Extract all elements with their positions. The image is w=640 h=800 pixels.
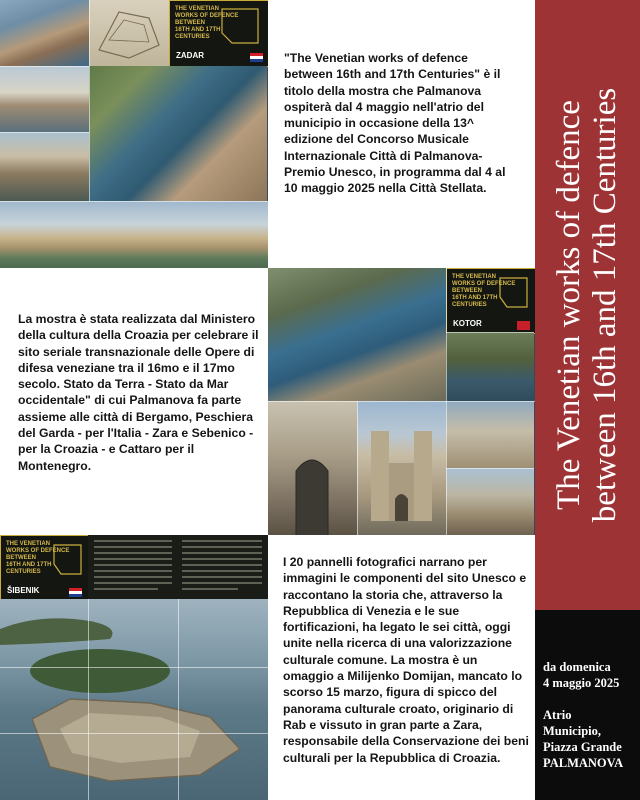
event-venue-line-2: Municipio,	[543, 724, 601, 738]
montenegro-flag-icon	[517, 321, 530, 330]
bastion-outline-icon	[51, 542, 85, 578]
event-date-line-1: da domenica	[543, 660, 611, 674]
zadar-title-plate	[169, 0, 268, 67]
island-fortress-drawing	[0, 599, 268, 800]
panels-paragraph: I 20 pannelli fotografici narrano per immagini le componenti del sito Unesco e raccontano la storia che, attraverso la Repubblica di Venezia e le sue fortificazioni, ha legato le sei città, oggi unite nella ricerca di una valorizzazione culturale comune. La mostra è un omaggio a Milijenko Domijan, mancato lo scorso 15 marzo, figura di spicco del panorama culturale croato, originario di Rab e vissuto in gran parte a Zara, responsabile della Conservazione dei beni culturali per la Repubblica di Croazia.	[283, 555, 529, 765]
sibenik-text-sheet	[88, 535, 268, 599]
plate-line: 16TH AND 17TH	[175, 27, 221, 33]
plate-line: BETWEEN	[175, 20, 205, 26]
sibenik-title-plate	[0, 535, 90, 601]
plate-line: WORKS OF DEFENCE	[452, 281, 516, 287]
croatia-flag-icon	[69, 588, 82, 597]
zadar-map-photo	[89, 0, 169, 66]
ministry-paragraph: La mostra è stata realizzata dal Ministero della cultura della Croazia per celebrare il sito seriale transnazionale delle Opere di difesa veneziane tra il 16mo e il 17mo secolo. Stato da Terra - Stato da Mar occidentale" di cui Palmanova fa parte assieme alle città di Bergamo, Peschiera del Garda - per l'Italia - Zara e Sebenico - per la Croazia - e Cattaro per il Montenegro.	[18, 312, 259, 473]
zadar-walls-aerial-photo	[89, 66, 267, 201]
plate-line: BETWEEN	[6, 555, 36, 561]
event-venue-line-3: Piazza Grande	[543, 740, 622, 754]
plate-line: THE VENETIAN	[175, 6, 220, 12]
kotor-coast-photo	[446, 332, 534, 401]
intro-paragraph: "The Venetian works of defence between 16th and 17th Centuries" è il titolo della mostra che Palmanova ospiterà dal 4 maggio nell'atrio del municipio in occasione della 13^ edizione del Concorso Musicale Internazionale Città di Palmanova-Premio Unesco, in programma dal 4 al 10 maggio 2025 nella Città Stellata.	[284, 51, 506, 196]
event-date-line-2: 4 maggio 2025	[543, 676, 620, 690]
event-venue-line-1: Atrio	[543, 708, 572, 722]
kotor-palace-photo	[446, 401, 534, 468]
zadar-harbour-photo	[0, 66, 89, 132]
fortress-plan-drawing	[89, 0, 169, 66]
kotor-photo-panel	[268, 268, 535, 535]
title-line-2: between 16th and 17th Centuries	[587, 87, 623, 523]
plate-line: CENTURIES	[6, 569, 41, 575]
archway-drawing	[268, 401, 357, 535]
plate-line: THE VENETIAN	[6, 541, 51, 547]
kotor-title-plate	[446, 268, 535, 334]
zadar-panorama-photo	[0, 201, 268, 268]
plate-line: 16TH AND 17TH	[452, 295, 498, 301]
sibenik-city-label: ŠIBENIK	[7, 586, 40, 595]
kotor-cathedral-photo	[357, 401, 446, 535]
zadar-city-label: ZADAR	[176, 51, 204, 60]
croatia-flag-icon	[250, 53, 263, 62]
title-line-1: The Venetian works of defence	[551, 100, 587, 510]
zadar-photo-panel	[0, 0, 268, 268]
cathedral-towers-drawing	[357, 401, 446, 535]
kotor-city-label: KOTOR	[453, 319, 482, 328]
sibenik-fortress-aerial-photo	[0, 599, 268, 800]
plate-line: WORKS OF DEFENCE	[6, 548, 70, 554]
plate-line: CENTURIES	[452, 302, 487, 308]
small-print-lines	[88, 535, 268, 599]
kotor-bay-photo	[268, 268, 446, 401]
plate-line: BETWEEN	[452, 288, 482, 294]
kotor-houses-photo	[446, 468, 534, 535]
vertical-title	[551, 5, 623, 605]
plate-line: 16TH AND 17TH	[6, 562, 52, 568]
plate-line: CENTURIES	[175, 34, 210, 40]
plate-line: WORKS OF DEFENCE	[175, 13, 239, 19]
sibenik-photo-panel	[0, 535, 268, 800]
zadar-bastion-photo	[0, 132, 89, 201]
event-venue-line-4: PALMANOVA	[543, 756, 624, 770]
kotor-alley-photo	[268, 401, 357, 535]
plate-line: THE VENETIAN	[452, 274, 497, 280]
bastion-outline-icon	[218, 7, 264, 47]
bastion-outline-icon	[497, 275, 531, 311]
zadar-aerial-photo	[0, 0, 89, 66]
event-info-box	[535, 610, 640, 800]
